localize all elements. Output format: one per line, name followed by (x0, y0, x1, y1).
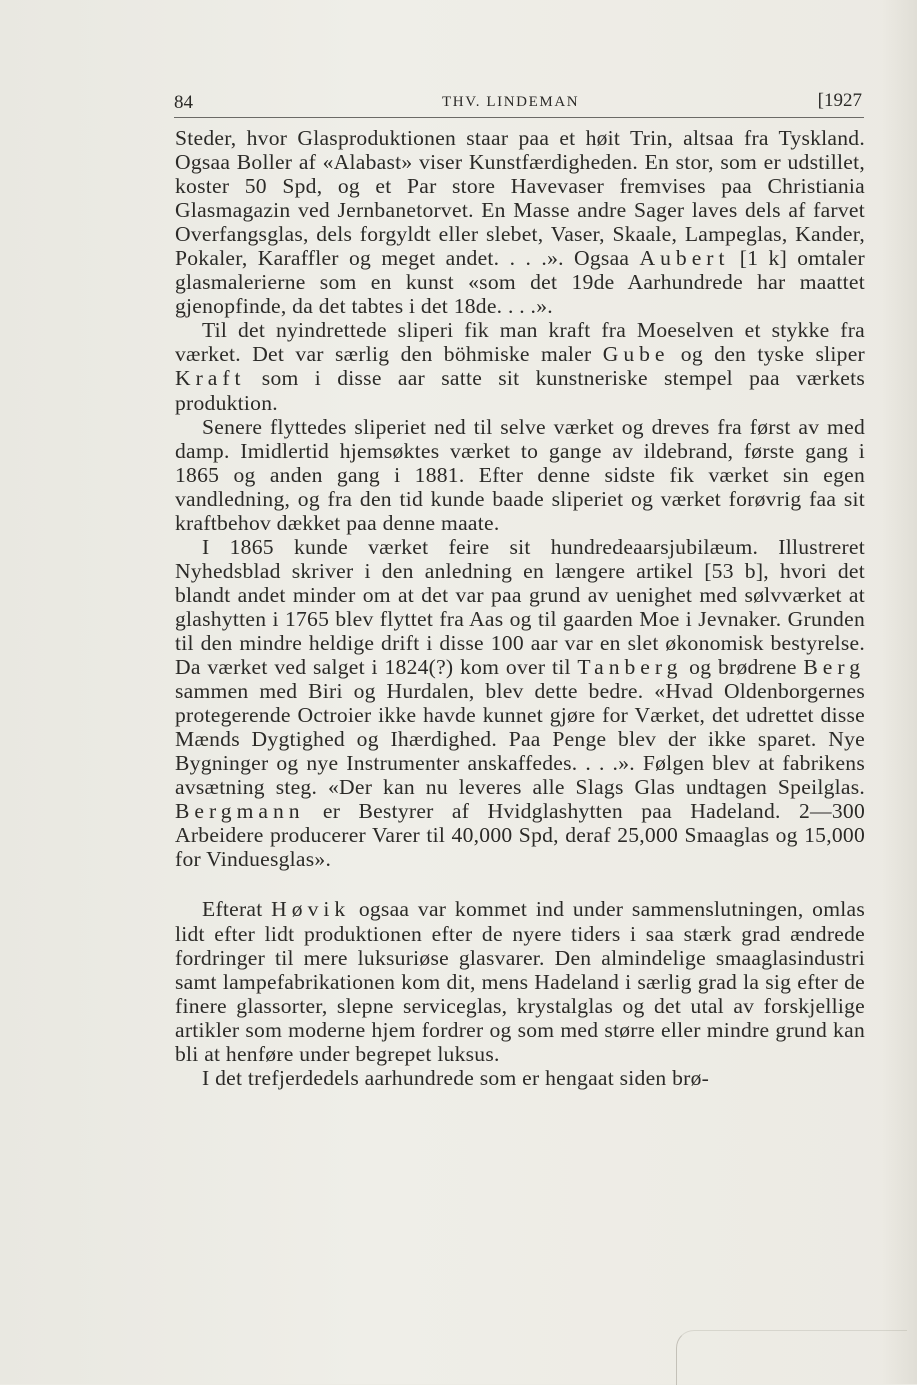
spaced-name: Kraft (175, 366, 246, 391)
running-head: THV. LINDEMAN (442, 94, 580, 110)
paragraph-3: Senere flyttedes sliperiet ned til selve værket og dreves fra først av med damp. Imidlertid hjemsøktes værket to gange av ildebrand, første gang i 1865 og anden gang i 1881. Efter denne sidste fik værket sin egen vandledning, og fra den tid kunde baade sliperiet og værket forøvrig faa sit kraftbehov dækket paa denne maate. (175, 414, 865, 535)
header-rule (174, 117, 864, 118)
header-year: [1927 (817, 90, 862, 111)
page-edge-shadow (881, 0, 917, 1384)
paragraph-2: Til det nyindrettede sliperi fik man kraft fra Moeselven et stykke fra værket. Det var særlig den böhmiske maler Gube og den tyske sliper Kraft som i disse aar satte sit kunstneriske stempel paa værkets produktion. (175, 318, 866, 415)
page-header (174, 88, 864, 116)
body-text (175, 126, 865, 1090)
paragraph-5: Efterat Høvik ogsaa var kommet ind under sammenslutningen, omlas lidt efter lidt produktionen efter de nyere tiders i saa stærk grad ændrede fordringer til mere luksuriøse glasvarer. Den almindelige smaaglasindustri samt lampefabrikationen kom dit, mens Hadeland i særlig grad la sig efter de finere glassorter, slepne serviceglas, krystalglas og det utal av forskjellige artikler som moderne hjem fordrer og som med større eller mindre grund kan bli at henføre under begrepet luksus. (175, 897, 865, 1066)
spaced-name: Tanberg (577, 655, 683, 680)
page-number: 84 (174, 92, 193, 113)
spaced-name: Høvik (271, 897, 351, 922)
paragraph-1: Steder, hvor Glasproduktionen staar paa et høit Trin, altsaa fra Tyskland. Ogsaa Boller af «Alabast» viser Kunstfærdigheden. En stor, som er udstillet, koster 50 Spd, og et Par store Havevaser fremvises paa Christiania Glasmagazin ved Jernbanetorvet. En Masse andre Sager laves dels af farvet Overfangsglas, dels forgyldt eller slebet, Vaser, Skaale, Lampeglas, Kander, Pokaler, Karaffler og meget andet. . . .». Ogsaa Aubert [1 k] omtaler glasmalerierne som en kunst «som det 19de Aarhundrede har maattet gjenopfinde, da det tabtes i det 18de. . . .». (175, 126, 865, 319)
paragraph-4: I 1865 kunde værket feire sit hundredeaarsjubilæum. Illustreret Nyhedsblad skriver i den anledning en længere artikel [53 b], hvori det blandt andet minder om at det var paa grund av uenighet med sølvværket at glashytten i 1765 blev flyttet fra Aas og til gaarden Moe i Jevnaker. Grunden til den mindre heldige drift i disse 100 aar var en slet økonomisk bestyrelse. Da værket ved salget i 1824(?) kom over til Tanberg og brødrene Berg sammen med Biri og Hurdalen, blev dette bedre. «Hvad Oldenborgernes protegerende Octroier ikke havde kunnet gjøre for Værket, det udrettet disse Mænds Dygtighed og Ihærdighed. Paa Penge blev der ikke sparet. Nye Bygninger og nye Instrumenter anskaffedes. . . .». Følgen blev at fabrikens avsætning steg. «Der kan nu leveres alle Slags Glas undtagen Speilglas. Bergmann er Bestyrer af Hvidglashytten paa Hadeland. 2—300 Arbeidere producerer Varer til 40,000 Spd, deraf 25,000 Smaaglas og 15,000 for Vinduesglas». (175, 534, 865, 872)
spaced-name: Berg (803, 655, 865, 680)
spaced-name: Aubert (639, 246, 730, 271)
page-corner-mark (676, 1330, 907, 1385)
spaced-name: Gube (602, 342, 670, 367)
paragraph-6: I det trefjerdedels aarhundrede som er hengaat siden brø- (202, 1065, 710, 1090)
spaced-name: Bergmann (175, 799, 305, 824)
section-gap (175, 871, 865, 897)
